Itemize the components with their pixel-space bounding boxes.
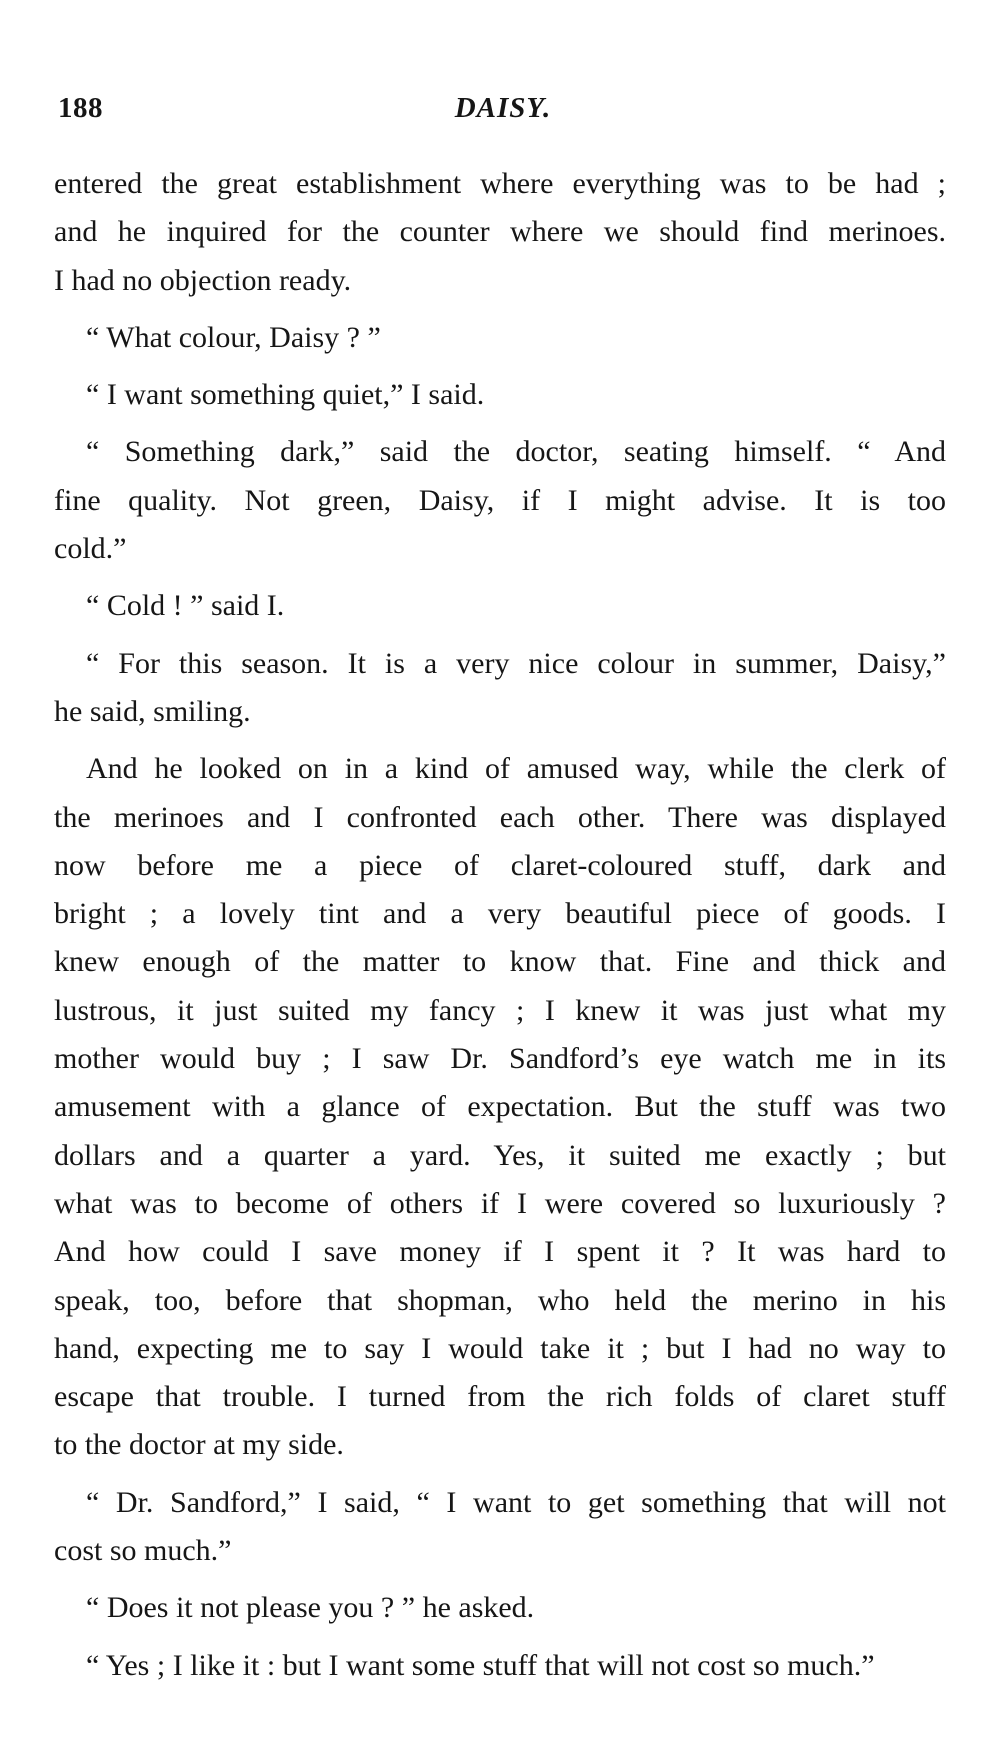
text-line: dollars and a quarter a yard. Yes, it suited me exactly ; but [54,1138,946,1172]
paragraph [54,1479,946,1576]
text-line: knew enough of the matter to know that. Fine and thick and [54,945,946,979]
text-line: mother would buy ; I saw Dr. Sandford’s eye watch me in its [54,1042,946,1076]
paragraph [54,1584,946,1632]
text-line: “ For this season. It is a very nice colour in summer, Daisy,” [86,646,946,680]
text-line: “ Does it not please you ? ” he asked. [86,1591,535,1625]
paragraph [54,745,946,1469]
paragraph [54,428,946,573]
text-line: fine quality. Not green, Daisy, if I might advise. It is too [54,483,946,517]
text-line: And how could I save money if I spent it ? It was hard to [54,1235,946,1269]
text-line: “ Yes ; I like it : but I want some stuff that will not cost so much.” [86,1648,875,1682]
text-line: “ Dr. Sandford,” I said, “ I want to get something that will not [86,1485,946,1519]
page-header [58,92,948,132]
paragraph [54,371,946,419]
text-line: And he looked on in a kind of amused way, while the clerk of [86,752,946,786]
text-line: the merinoes and I confronted each other. There was displayed [54,800,946,834]
text-line: amusement with a glance of expectation. But the stuff was two [54,1090,946,1124]
text-line: “ I want something quiet,” I said. [86,378,485,412]
text-line: cold.” [54,532,127,566]
text-line: now before me a piece of claret-coloured stuff, dark and [54,848,946,882]
text-line: “ What colour, Daisy ? ” [86,320,381,354]
text-line: lustrous, it just suited my fancy ; I knew it was just what my [54,993,946,1027]
body-text [54,160,946,1690]
text-line: escape that trouble. I turned from the rich folds of claret stuff [54,1380,946,1414]
text-line: to the doctor at my side. [54,1428,344,1462]
text-line: “ Cold ! ” said I. [86,589,285,623]
text-line: bright ; a lovely tint and a very beautiful piece of goods. I [54,897,946,931]
text-line: “ Something dark,” said the doctor, seating himself. “ And [86,435,946,469]
text-line: I had no objection ready. [54,263,352,297]
text-line: entered the great establishment where everything was to be had ; [54,167,946,200]
paragraph [54,314,946,362]
page-number: 188 [58,92,103,124]
text-line: and he inquired for the counter where we should find merinoes. [54,215,946,249]
text-line: what was to become of others if I were covered so luxuriously ? [54,1186,946,1220]
paragraph [54,640,946,737]
text-line: he said, smiling. [54,694,251,728]
paragraph [54,160,946,305]
running-title: DAISY. [454,92,552,124]
text-line: speak, too, before that shopman, who held the merino in his [54,1283,946,1317]
text-line: hand, expecting me to say I would take it ; but I had no way to [54,1331,946,1365]
text-line: cost so much.” [54,1534,232,1568]
paragraph [54,1642,946,1690]
paragraph [54,582,946,630]
